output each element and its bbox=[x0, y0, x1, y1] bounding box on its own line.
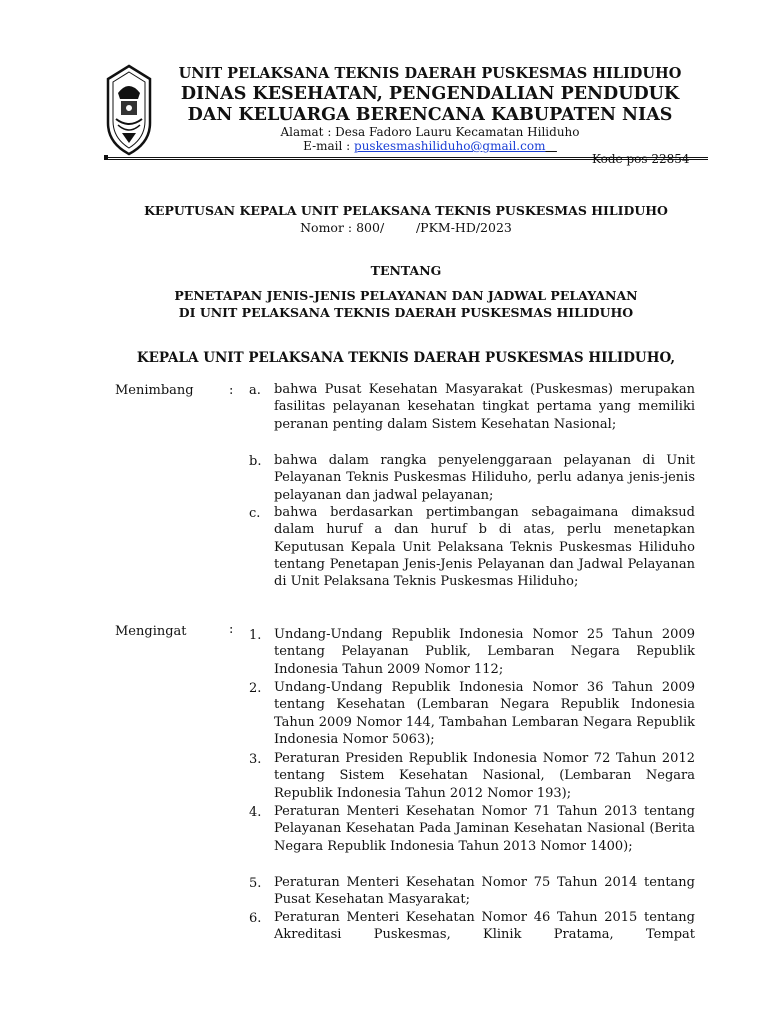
mengingat-marker-5: 5. bbox=[249, 876, 262, 891]
header-address: Alamat : Desa Fadoro Lauru Kecamatan Hiliduho bbox=[280, 125, 580, 139]
header-unit: UNIT PELAKSANA TEKNIS DAERAH PUSKESMAS HILIDUHO bbox=[178, 65, 682, 82]
kabupaten-nias-logo bbox=[104, 63, 154, 157]
email-link[interactable]: puskesmashiliduho@gmail.com bbox=[354, 139, 546, 153]
header-dinas: DINAS KESEHATAN, PENGENDALIAN PENDUDUK bbox=[180, 84, 680, 104]
menimbang-label: Menimbang bbox=[115, 383, 194, 398]
mengingat-item-6: Peraturan Menteri Kesehatan Nomor 46 Tahun 2015 tentang Akreditasi Puskesmas, Klinik Pratama, Tempat bbox=[274, 910, 695, 943]
tentang-heading: TENTANG bbox=[370, 263, 442, 278]
menimbang-marker-b: b. bbox=[249, 454, 262, 469]
decree-subject-line2: DI UNIT PELAKSANA TEKNIS DAERAH PUSKESMAS HILIDUHO bbox=[178, 305, 634, 320]
mengingat-label: Mengingat bbox=[115, 624, 187, 639]
email-label: E-mail : bbox=[303, 139, 355, 153]
header-divider bbox=[104, 157, 708, 160]
mengingat-marker-4: 4. bbox=[249, 805, 262, 820]
decree-title: KEPUTUSAN KEPALA UNIT PELAKSANA TEKNIS PUSKESMAS HILIDUHO bbox=[144, 203, 668, 218]
postal-code: Kode pos 22854 bbox=[592, 152, 690, 166]
mengingat-marker-1: 1. bbox=[249, 628, 262, 643]
mengingat-item-2: Undang-Undang Republik Indonesia Nomor 36 Tahun 2009 tentang Kesehatan (Lembaran Negara Republik Indonesia Tahun 2009 Nomor 144, Tambahan Lembaran Negara Republik Indonesia Nomor 5063); bbox=[274, 680, 695, 747]
email-underline-tail bbox=[545, 139, 556, 153]
menimbang-colon: : bbox=[229, 383, 234, 398]
menimbang-item-c: bahwa berdasarkan pertimbangan sebagaimana dimaksud dalam huruf a dan huruf b di atas, perlu menetapkan Keputusan Kepala Unit Pelaksana Teknis Puskesmas Hiliduho tentang Penetapan Jenis-Jenis Pelayanan dan Jadwal Pelayanan di Unit Pelaksana Teknis Puskesmas Hiliduho; bbox=[274, 505, 695, 590]
mengingat-marker-6: 6. bbox=[249, 911, 262, 926]
decree-issuer: KEPALA UNIT PELAKSANA TEKNIS DAERAH PUSKESMAS HILIDUHO, bbox=[136, 350, 676, 366]
mengingat-item-1: Undang-Undang Republik Indonesia Nomor 25 Tahun 2009 tentang Pelayanan Publik, Lembaran Negara Republik Indonesia Tahun 2009 Nomor 112; bbox=[274, 627, 695, 677]
decree-number: Nomor : 800/ /PKM-HD/2023 bbox=[300, 220, 512, 235]
header-kabupaten: DAN KELUARGA BERENCANA KABUPATEN NIAS bbox=[187, 105, 673, 125]
mengingat-item-5: Peraturan Menteri Kesehatan Nomor 75 Tahun 2014 tentang Pusat Kesehatan Masyarakat; bbox=[274, 875, 695, 908]
menimbang-item-b: bahwa dalam rangka penyelenggaraan pelayanan di Unit Pelayanan Teknis Puskesmas Hiliduho, perlu adanya jenis-jenis pelayanan dan jadwal pelayanan; bbox=[274, 453, 695, 503]
menimbang-marker-a: a. bbox=[249, 383, 261, 398]
mengingat-colon: : bbox=[229, 622, 234, 637]
header-email-line bbox=[150, 139, 710, 153]
menimbang-item-a: bahwa Pusat Kesehatan Masyarakat (Puskesmas) merupakan fasilitas pelayanan kesehatan tingkat pertama yang memiliki peranan penting dalam Sistem Kesehatan Nasional; bbox=[274, 382, 695, 432]
mengingat-item-3: Peraturan Presiden Republik Indonesia Nomor 72 Tahun 2012 tentang Sistem Kesehatan Nasional, (Lembaran Negara Republik Indonesia Tahun 2012 Nomor 193); bbox=[274, 751, 695, 801]
mengingat-marker-3: 3. bbox=[249, 752, 262, 767]
menimbang-marker-c: c. bbox=[249, 506, 261, 521]
mengingat-marker-2: 2. bbox=[249, 681, 262, 696]
decree-subject-line1: PENETAPAN JENIS-JENIS PELAYANAN DAN JADWAL PELAYANAN bbox=[174, 288, 638, 303]
mengingat-item-4: Peraturan Menteri Kesehatan Nomor 71 Tahun 2013 tentang Pelayanan Kesehatan Pada Jaminan Kesehatan Nasional (Berita Negara Republik Indonesia Tahun 2013 Nomor 1400); bbox=[274, 804, 695, 854]
